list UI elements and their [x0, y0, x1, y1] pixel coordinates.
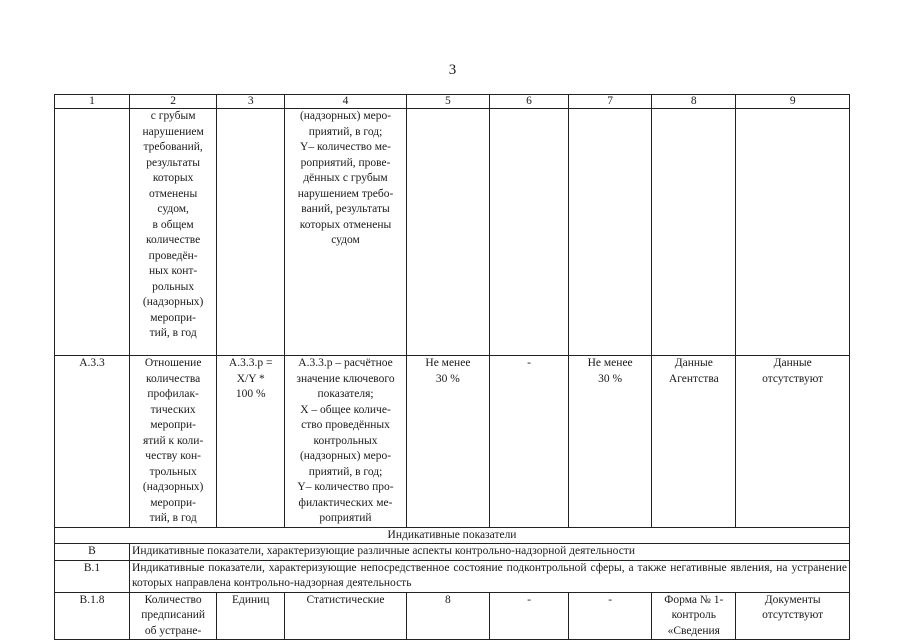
- cell-col7: -: [569, 592, 652, 640]
- cell-line: трольных: [149, 465, 197, 478]
- cell-line: Агентства: [668, 372, 719, 385]
- page-number: 3: [448, 62, 457, 78]
- cell-line: ство проведённых: [301, 419, 390, 431]
- header-col-5: 5: [406, 95, 489, 109]
- cell: [406, 109, 489, 356]
- section-title-row: [55, 527, 850, 544]
- cell-group-description: Индикативные показатели, характеризующие различные аспекты контрольно-надзорной деятельности: [130, 544, 850, 561]
- cell-line: значение ключевого: [296, 372, 395, 385]
- cell-line: (надзорных): [142, 296, 204, 308]
- cell-formula-description: [285, 356, 407, 528]
- cell-line: количестве: [146, 234, 201, 246]
- cell: [652, 109, 736, 356]
- header-col-9: 9: [736, 95, 850, 109]
- cell-col6: -: [489, 592, 568, 640]
- cell-group-description: Индикативные показатели, характеризующие непосредственное состояние подконтрольной сферы, а также негативные явления, на устранение которых направлена контрольно-надзорная деятельность: [130, 560, 850, 592]
- cell-line: об устране-: [144, 624, 202, 637]
- cell-formula-description: [285, 109, 407, 356]
- cell-line: ваний, результаты: [301, 203, 390, 215]
- cell-line: приятий, в год;: [308, 465, 383, 478]
- cell-line: дённых с грубым: [303, 172, 388, 184]
- header-col-2: 2: [130, 95, 217, 109]
- cell-line: количества: [146, 372, 201, 385]
- cell-line: «Сведения: [667, 624, 720, 637]
- cell-line: меропри-: [150, 496, 197, 509]
- cell: [489, 109, 568, 356]
- cell-line: тий, в год: [149, 512, 197, 524]
- cell-line: Форма № 1-: [664, 593, 724, 606]
- cell-line: честву кон-: [145, 450, 201, 462]
- cell-line: приятий, в год;: [308, 125, 383, 138]
- cell-line: А.3.3.р =: [228, 357, 273, 369]
- cell-line: которых отменены: [299, 218, 392, 231]
- cell-line: Документы: [764, 593, 821, 606]
- cell-line: контрольных: [313, 434, 378, 447]
- cell-line: роприятий: [319, 512, 372, 524]
- cell-line: с грубым: [150, 110, 196, 122]
- cell-line: (надзорных) меро-: [299, 110, 392, 122]
- cell-formula: [217, 356, 285, 528]
- section-title: Индикативные показатели: [55, 527, 850, 544]
- cell-line: ятий к коли-: [142, 434, 204, 447]
- cell-target-value: [406, 356, 489, 528]
- cell-line: отсутствуют: [762, 372, 824, 385]
- cell-line: требований,: [143, 141, 203, 153]
- cell-line: Данные: [773, 357, 812, 369]
- cell-line: меропри-: [150, 311, 197, 324]
- cell-line: 30 %: [598, 372, 623, 385]
- cell-documents: [736, 592, 850, 640]
- cell-line: которых: [152, 172, 194, 184]
- cell-line: тических: [150, 403, 196, 416]
- cell-code: А.3.3: [55, 356, 130, 528]
- cell-col6: -: [489, 356, 568, 528]
- cell-indicator-name: [130, 109, 217, 356]
- cell-line: Не менее: [587, 357, 633, 369]
- cell-line: Отношение: [144, 357, 202, 369]
- cell-line: предписаний: [141, 609, 206, 621]
- cell-line: нарушением требо-: [297, 187, 394, 200]
- cell-target-value: 8: [406, 592, 489, 640]
- cell-indicator-name: [130, 592, 217, 640]
- cell: [736, 109, 850, 356]
- table-row-a33: [55, 356, 850, 528]
- table-row-b: [55, 544, 850, 561]
- cell: [55, 109, 130, 356]
- cell-line: (надзорных): [142, 481, 204, 493]
- table-row-b18: [55, 592, 850, 640]
- header-col-6: 6: [489, 95, 568, 109]
- cell-line: 100 %: [235, 388, 266, 400]
- cell-line: 30 %: [435, 372, 460, 385]
- cell-line: Данные: [674, 357, 713, 369]
- cell-line: X/Y *: [236, 372, 265, 385]
- header-col-3: 3: [217, 95, 285, 109]
- header-col-8: 8: [652, 95, 736, 109]
- cell-code: В.1.8: [55, 592, 130, 640]
- cell-line: Х – общее количе-: [300, 403, 391, 416]
- cell: [569, 109, 652, 356]
- cell-line: тий, в год: [149, 327, 197, 339]
- cell-code: В.1: [55, 560, 130, 592]
- cell-source: [652, 592, 736, 640]
- header-col-7: 7: [569, 95, 652, 109]
- header-col-1: 1: [55, 95, 130, 109]
- cell-line: рольных: [152, 280, 195, 293]
- cell-code: В: [55, 544, 130, 561]
- cell-line: отсутствуют: [762, 609, 824, 621]
- cell-line: нарушением: [142, 125, 204, 138]
- cell: [217, 109, 285, 356]
- cell-line: отменены: [149, 187, 198, 200]
- table-row-b1: [55, 560, 850, 592]
- table-row-continued: [55, 109, 850, 356]
- cell-line: роприятий, прове-: [300, 156, 391, 169]
- cell-unit: Единиц: [217, 592, 285, 640]
- cell-line: Y– количество ме-: [300, 141, 391, 153]
- cell-line: ных конт-: [148, 265, 198, 277]
- cell-line: показателя;: [317, 388, 374, 400]
- cell-line: меропри-: [150, 419, 197, 431]
- cell-documents: [736, 356, 850, 528]
- cell-line: Не менее: [425, 357, 471, 369]
- header-row: [55, 95, 850, 109]
- cell-line: судом: [331, 234, 360, 246]
- cell-line: в общем: [152, 218, 194, 231]
- cell-line: проведён-: [148, 249, 198, 262]
- cell-col7: [569, 356, 652, 528]
- cell-line: Количество: [144, 593, 202, 606]
- cell-line: (надзорных) меро-: [299, 450, 392, 462]
- indicators-table: [54, 94, 850, 640]
- cell-source: [652, 356, 736, 528]
- cell-line: контроль: [671, 609, 716, 621]
- cell-line: судом,: [157, 203, 189, 215]
- cell-formula-description: Статистические: [285, 592, 407, 640]
- cell-line: профилак-: [147, 388, 199, 400]
- cell-line: Y– количество про-: [297, 481, 394, 493]
- cell-line: А.3.3.р – расчётное: [298, 357, 393, 369]
- cell-indicator-name: [130, 356, 217, 528]
- cell-line: филактических ме-: [298, 496, 393, 509]
- header-col-4: 4: [285, 95, 407, 109]
- cell-line: результаты: [146, 156, 201, 169]
